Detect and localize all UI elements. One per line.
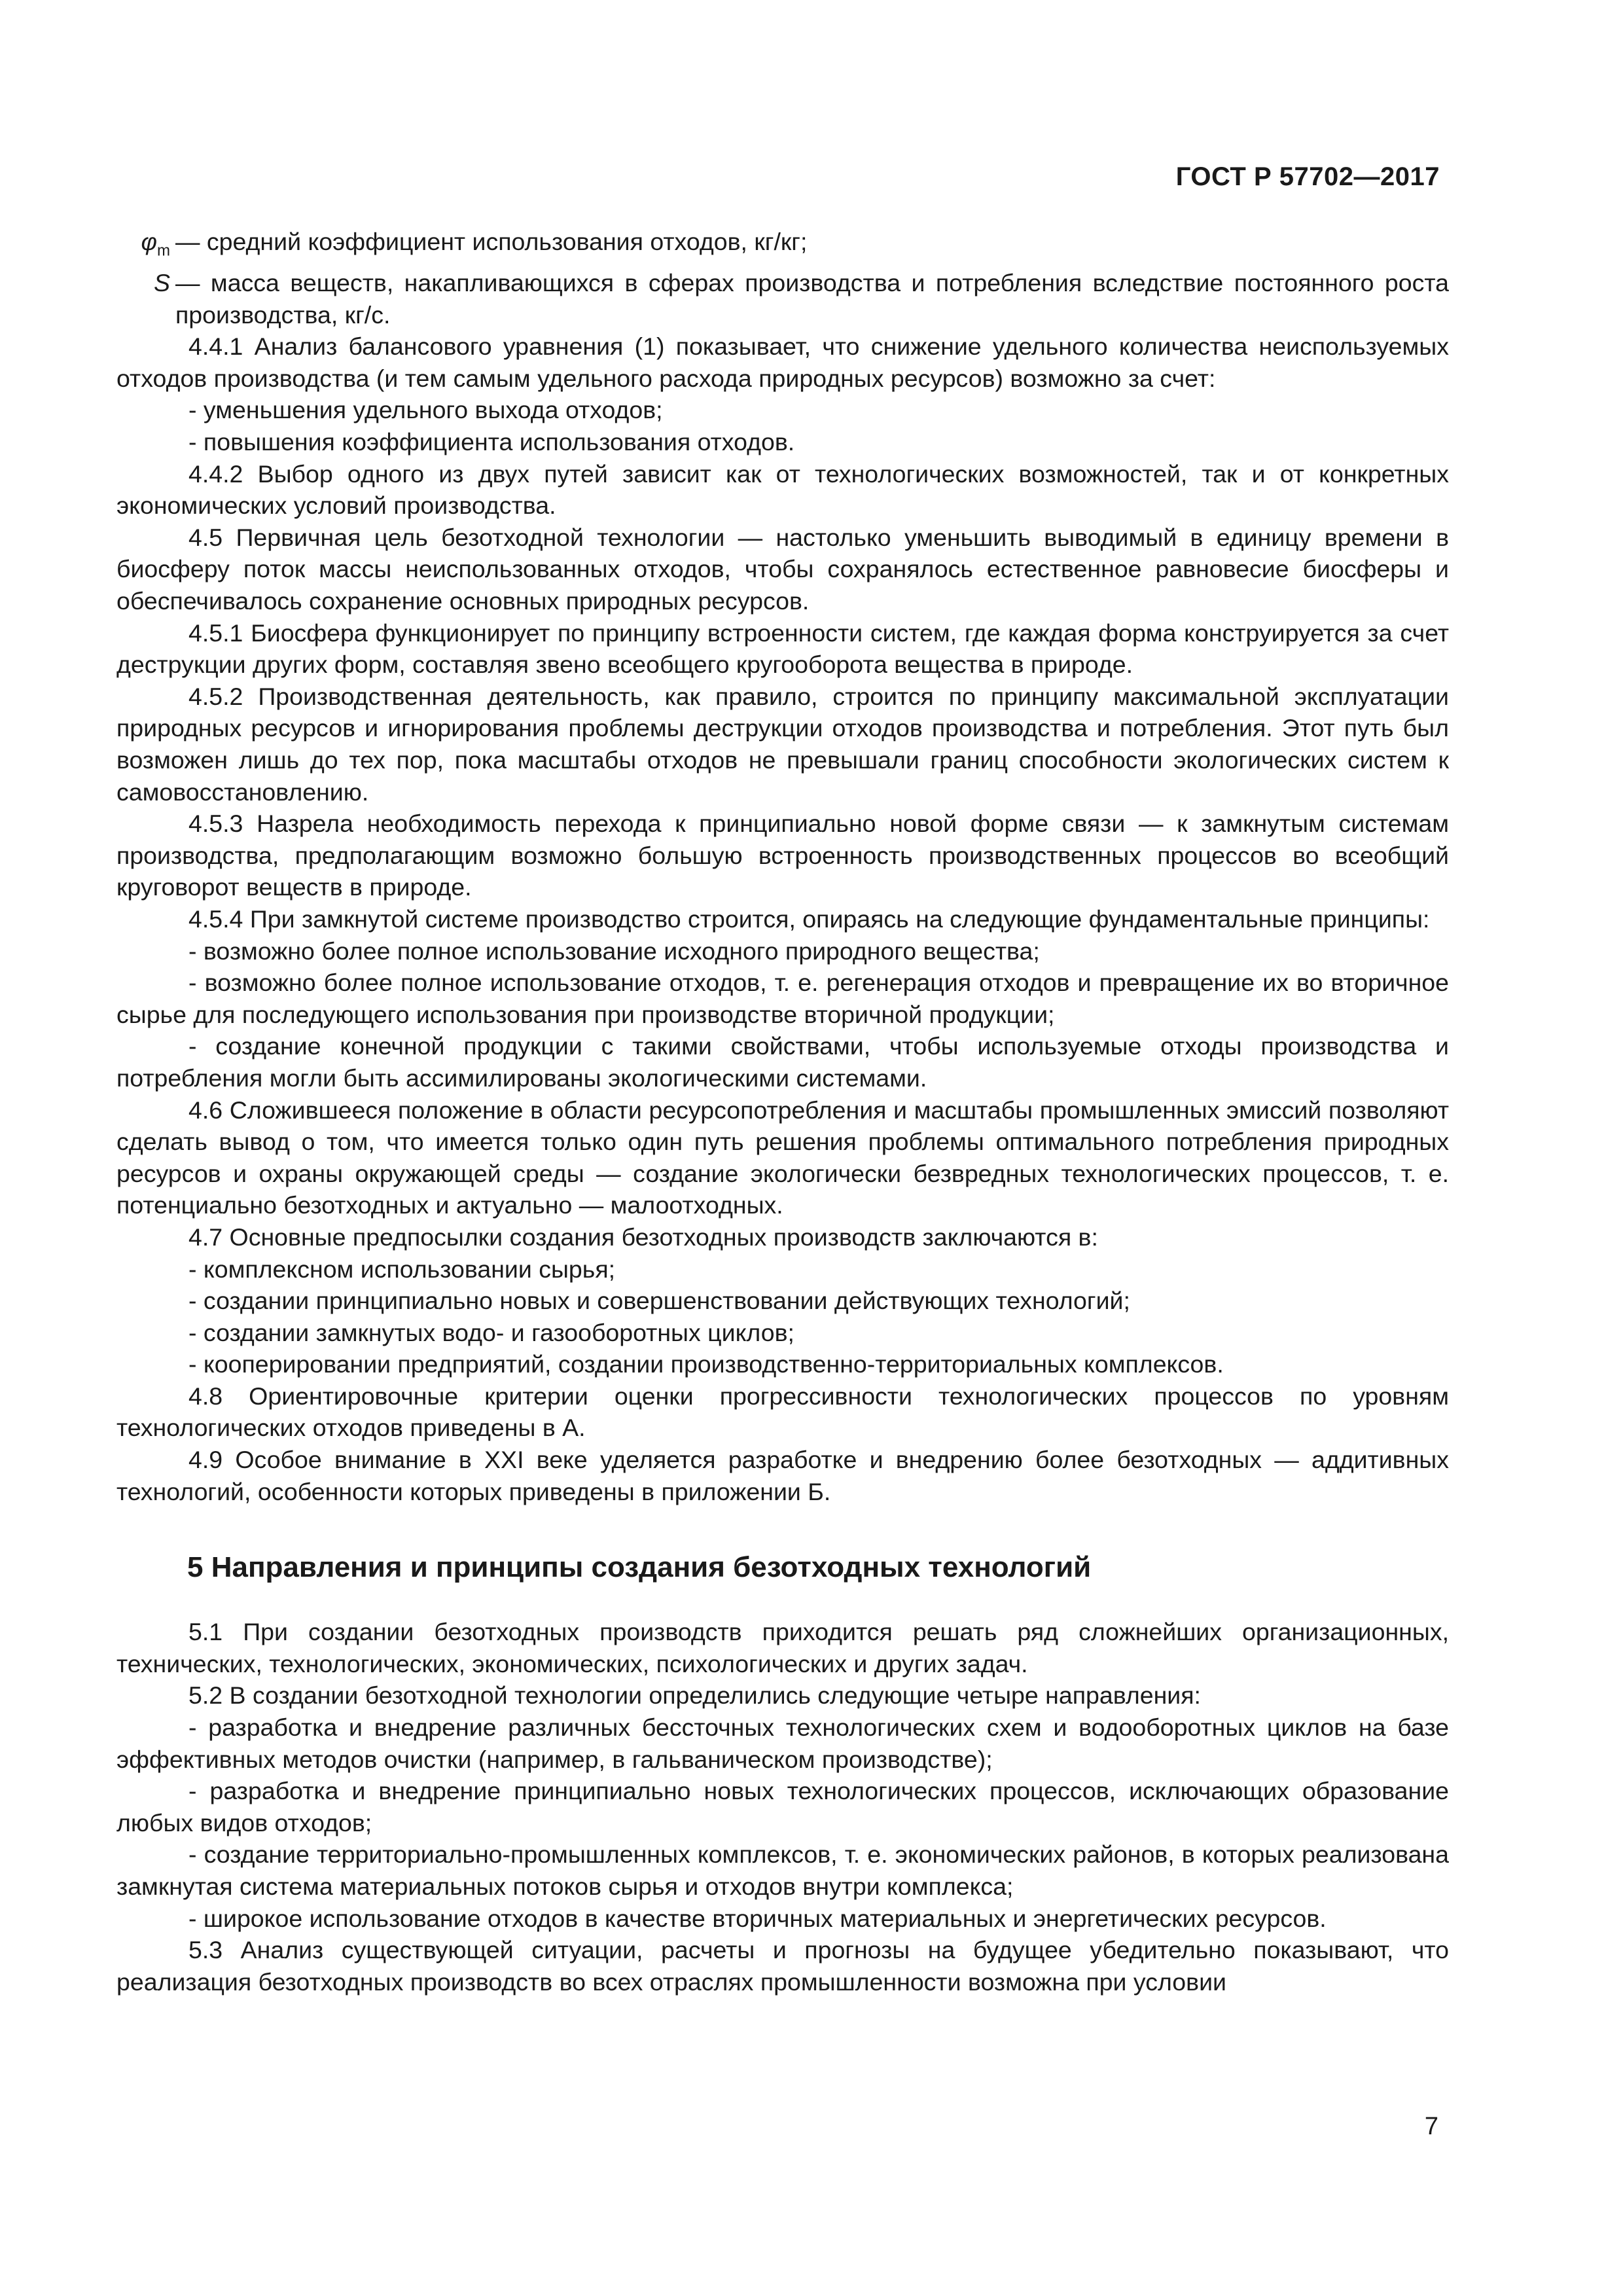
paragraph: 5.2 В создании безотходной технологии определились следующие четыре направления: [188, 1681, 1201, 1710]
list-item: - комплексном использовании сырья; [188, 1255, 616, 1283]
paragraph: 4.5.1 Биосфера функционирует по принципу встроенности систем, где каждая форма конструируется за счет деструкции других форм, составляя звено всеобщего кругооборота вещества в природе. [116, 619, 1449, 679]
paragraph: 5.3 Анализ существующей ситуации, расчеты и прогнозы на будущее убедительно показывают, что реализация безотходных производств во всех отраслях промышленности возможна при условии [116, 1936, 1449, 1996]
definition-s [116, 267, 1449, 331]
paragraph: 5.1 При создании безотходных производств приходится решать ряд сложнейших организационных, технических, технологических, экономических, психологических и других задач. [116, 1618, 1449, 1677]
paragraph: 4.9 Особое внимание в XXI веке уделяется разработке и внедрению более безотходных — аддитивных технологий, особенности которых приведены в приложении Б. [116, 1446, 1449, 1505]
paragraph: 4.5 Первичная цель безотходной технологии — настолько уменьшить выводимый в единицу времени в биосферу поток массы неиспользованных отходов, чтобы сохранялось естественное равновесие биосферы и обеспечивалось сохранение основных природных ресурсов. [116, 523, 1449, 615]
section-heading: 5 Направления и принципы создания безотходных технологий [187, 1551, 1092, 1584]
definition-symbol: $\varphi_m$ [141, 228, 170, 260]
definition-text: — масса веществ, накапливающихся в сферах производства и потребления вследствие постоянного роста производства, кг/с. [175, 269, 1449, 329]
list-item: - создание конечной продукции с такими свойствами, чтобы используемые отходы производства и потребления могли быть ассимилированы экологическими системами. [116, 1032, 1449, 1092]
definition-text: — средний коэффициент использования отходов, кг/кг; [175, 228, 808, 255]
paragraph: 4.4.2 Выбор одного из двух путей зависит как от технологических возможностей, так и от конкретных экономических условий производства. [116, 459, 1449, 520]
page-number: 7 [1424, 2113, 1438, 2140]
list-item: - возможно более полное использование исходного природного вещества; [188, 937, 1040, 965]
list-item: - разработка и внедрение принципиально новых технологических процессов, исключающих образование любых видов отходов; [116, 1777, 1449, 1837]
list-item: - разработка и внедрение различных бессточных технологических схем и водооборотных циклов на базе эффективных методов очистки (например, в гальваническом производстве); [116, 1713, 1449, 1773]
paragraph: 4.7 Основные предпосылки создания безотходных производств заключаются в: [188, 1223, 1098, 1251]
list-item: - создание территориально-промышленных комплексов, т. е. экономических районов, в которых реализована замкнутая система материальных потоков сырья и отходов внутри комплекса; [116, 1840, 1449, 1900]
list-item: - уменьшения удельного выхода отходов; [188, 396, 663, 424]
paragraph: 4.5.3 Назрела необходимость перехода к принципиально новой форме связи — к замкнутым системам производства, предполагающим возможно большую встроенность производственных процессов во всеобщий круговорот веществ в природе. [116, 810, 1449, 901]
list-item: - повышения коэффициента использования отходов. [188, 428, 795, 456]
paragraph: 4.8 Ориентировочные критерии оценки прогрессивности технологических процессов по уровням технологических отходов приведены в А. [116, 1382, 1449, 1442]
document-code: ГОСТ Р 57702—2017 [1175, 162, 1440, 191]
list-item: - создании замкнутых водо- и газооборотных циклов; [188, 1318, 794, 1346]
paragraph: 4.5.2 Производственная деятельность, как правило, строится по принципу максимальной эксплуатации природных ресурсов и игнорирования проблемы деструкции отходов производства и потребления. Этот путь был возможен лишь до тех пор, пока масштабы отходов не превышали границ способности экологических систем к самовосстановлению. [116, 682, 1449, 806]
definition-symbol: S [153, 269, 170, 297]
list-item: - создании принципиально новых и совершенствовании действующих технологий; [188, 1287, 1130, 1315]
list-item: - возможно более полное использование отходов, т. е. регенерация отходов и превращение их во вторичное сырье для последующего использования при производстве вторичной продукции; [116, 969, 1449, 1028]
document-body [116, 226, 1449, 1998]
list-item: - кооперировании предприятий, создании производственно-территориальных комплексов. [188, 1350, 1224, 1378]
definition-phi-m [116, 226, 1449, 267]
paragraph: 4.4.1 Анализ балансового уравнения (1) показывает, что снижение удельного количества неиспользуемых отходов производства (и тем самым удельного расхода природных ресурсов) возможно за счет: [116, 332, 1449, 392]
list-item: - широкое использование отходов в качестве вторичных материальных и энергетических ресурсов. [188, 1904, 1327, 1932]
paragraph: 4.6 Сложившееся положение в области ресурсопотребления и масштабы промышленных эмиссий позволяют сделать вывод о том, что имеется только один путь решения проблемы оптимального потребления природных ресурсов и охраны окружающей среды — создание экологически безвредных технологических процессов, т. е. потенциально безотходных и актуально — малоотходных. [116, 1096, 1449, 1219]
paragraph: 4.5.4 При замкнутой системе производство строится, опираясь на следующие фундаментальные принципы: [188, 905, 1430, 933]
